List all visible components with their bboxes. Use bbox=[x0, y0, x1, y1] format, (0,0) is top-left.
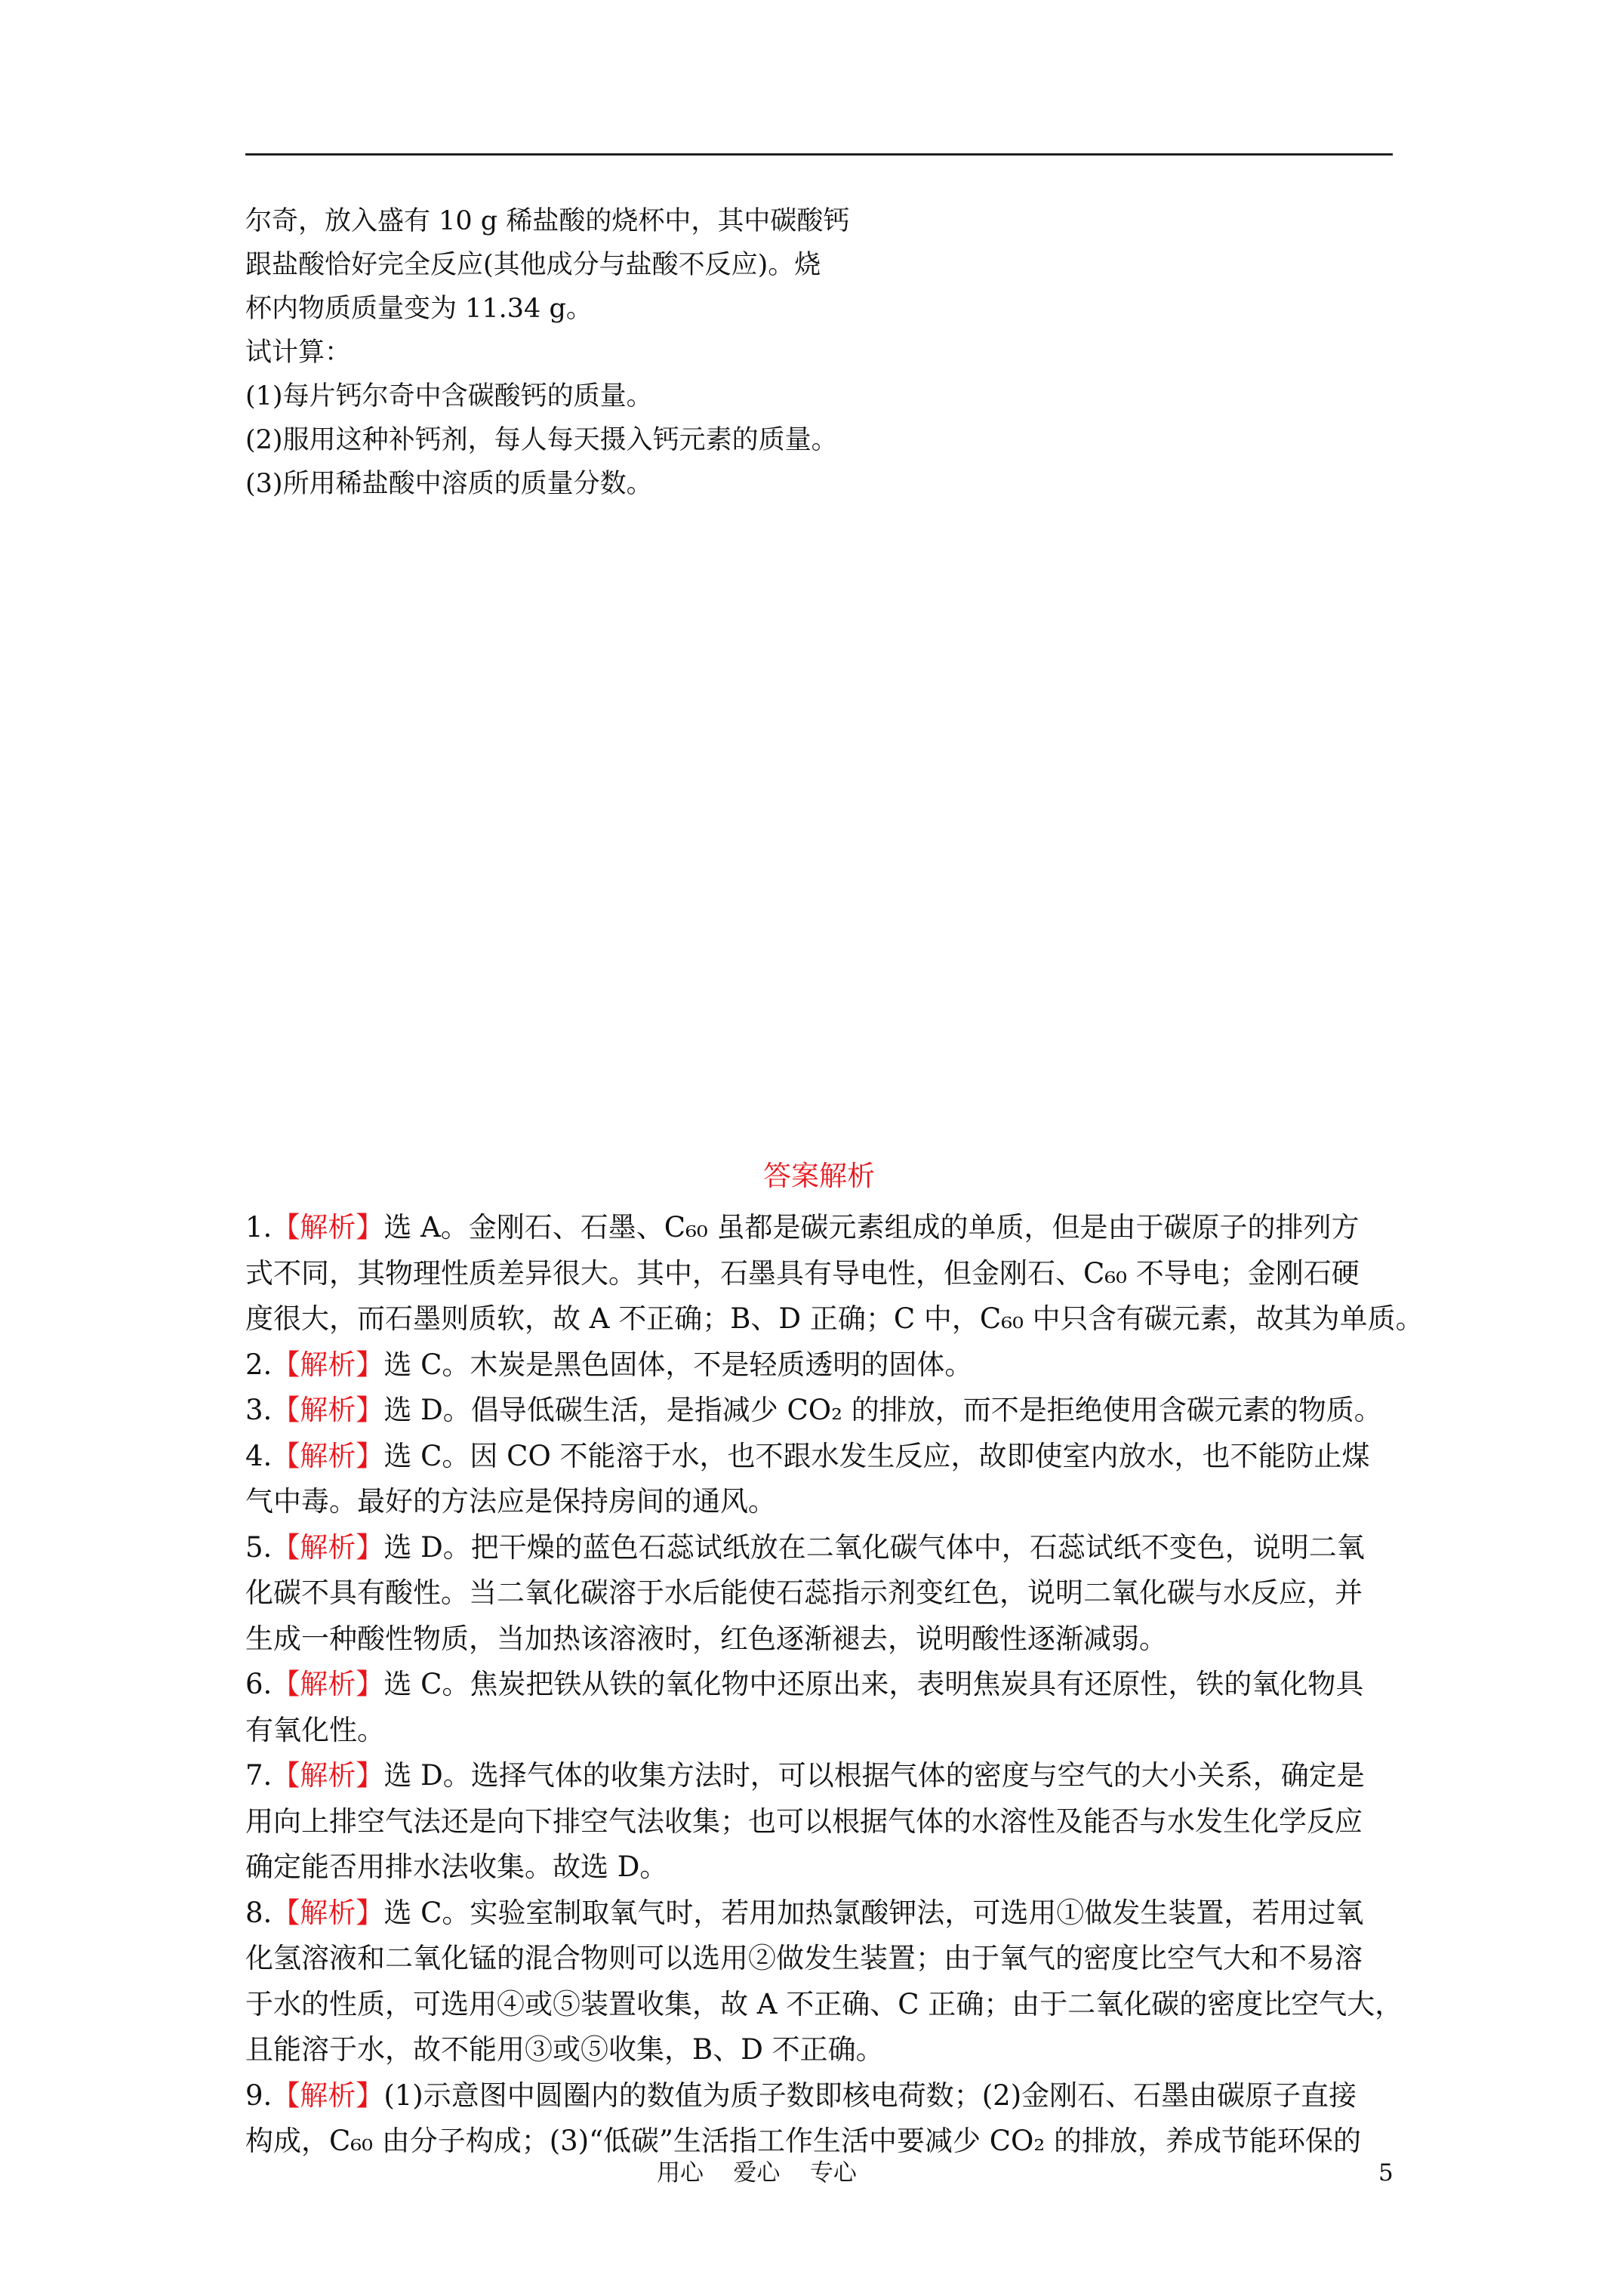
answer-text: 选 C。因 CO 不能溶于水，也不跟水发生反应，故即使室内放水，也不能防止煤 bbox=[383, 1439, 1370, 1472]
answer-line bbox=[245, 1845, 1393, 1891]
answer-line bbox=[245, 2027, 1393, 2073]
answer-line bbox=[245, 1570, 1393, 1616]
question-line: (3)所用稀盐酸中溶质的质量分数。 bbox=[245, 469, 653, 499]
answer-text: 化氢溶液和二氧化锰的混合物则可以选用②做发生装置；由于氧气的密度比空气大和不易溶 bbox=[245, 1942, 1363, 1974]
page-number: 5 bbox=[1378, 2159, 1394, 2187]
footer-motto: 用心 爱心 专心 bbox=[657, 2159, 857, 2187]
answer-text: 化碳不具有酸性。当二氧化碳溶于水后能使石蕊指示剂变红色，说明二氧化碳与水反应，并 bbox=[245, 1576, 1363, 1609]
answer-line bbox=[245, 1434, 1393, 1480]
answer-text: 选 A。金刚石、石墨、C₆₀ 虽都是碳元素组成的单质，但是由于碳原子的排列方 bbox=[383, 1211, 1360, 1244]
answer-text: 构成，C₆₀ 由分子构成；(3)“低碳”生活指工作生活中要减少 CO₂ 的排放，养成节能环保的 bbox=[245, 2125, 1361, 2157]
question-line: 杯内物质质量变为 11.34 g。 bbox=[245, 294, 593, 324]
answer-number: 6. bbox=[245, 1668, 273, 1700]
answer-number: 5. bbox=[245, 1530, 273, 1564]
analysis-tag: 【解析】 bbox=[272, 1759, 384, 1792]
answer-number: 8. bbox=[245, 1896, 273, 1929]
answer-line bbox=[245, 1342, 1393, 1388]
answer-line bbox=[245, 1708, 1393, 1754]
answer-number: 2. bbox=[245, 1348, 273, 1381]
answer-number: 4. bbox=[245, 1439, 273, 1472]
answer-line bbox=[245, 1205, 1393, 1251]
analysis-tag: 【解析】 bbox=[272, 1211, 384, 1244]
answer-text: 选 D。倡导低碳生活，是指减少 CO₂ 的排放，而不是拒绝使用含碳元素的物质。 bbox=[383, 1394, 1382, 1426]
question-line: 跟盐酸恰好完全反应(其他成分与盐酸不反应)。烧 bbox=[245, 250, 821, 280]
analysis-tag: 【解析】 bbox=[272, 1348, 384, 1381]
answer-text: 选 D。选择气体的收集方法时，可以根据气体的密度与空气的大小关系，确定是 bbox=[383, 1759, 1365, 1792]
answer-line bbox=[245, 1891, 1393, 1937]
answer-text: 选 C。木炭是黑色固体，不是轻质透明的固体。 bbox=[383, 1348, 973, 1381]
answer-line bbox=[245, 1662, 1393, 1708]
answer-text: (1)示意图中圆圈内的数值为质子数即核电荷数；(2)金刚石、石墨由碳原子直接 bbox=[383, 2079, 1357, 2112]
answer-text: 用向上排空气法还是向下排空气法收集；也可以根据气体的水溶性及能否与水发生化学反应 bbox=[245, 1804, 1363, 1838]
answer-line bbox=[245, 1479, 1393, 1525]
answer-text: 选 D。把干燥的蓝色石蕊试纸放在二氧化碳气体中，石蕊试纸不变色，说明二氧 bbox=[383, 1530, 1365, 1564]
answer-number: 7. bbox=[245, 1759, 273, 1792]
analysis-tag: 【解析】 bbox=[272, 1530, 384, 1564]
analysis-tag: 【解析】 bbox=[272, 1439, 384, 1472]
answer-number: 9. bbox=[245, 2079, 273, 2112]
answer-text: 度很大，而石墨则质软，故 A 不正确；B、D 正确；C 中，C₆₀ 中只含有碳元素，故其为单质。 bbox=[245, 1302, 1424, 1335]
answer-number: 1. bbox=[245, 1211, 273, 1244]
answer-line bbox=[245, 1616, 1393, 1663]
analysis-tag: 【解析】 bbox=[272, 1896, 384, 1929]
answer-text: 确定能否用排水法收集。故选 D。 bbox=[245, 1851, 668, 1883]
answer-text: 选 C。实验室制取氧气时，若用加热氯酸钾法，可选用①做发生装置，若用过氧 bbox=[383, 1896, 1364, 1929]
answer-line bbox=[245, 2073, 1393, 2119]
answer-text: 于水的性质，可选用④或⑤装置收集，故 A 不正确、C 正确；由于二氧化碳的密度比空气大， bbox=[245, 1987, 1403, 2020]
answer-line bbox=[245, 1388, 1393, 1434]
analysis-tag: 【解析】 bbox=[272, 1394, 384, 1426]
header-rule bbox=[245, 153, 1393, 156]
question-line: 尔奇，放入盛有 10 g 稀盐酸的烧杯中，其中碳酸钙 bbox=[245, 206, 850, 236]
answer-text: 生成一种酸性物质，当加热该溶液时，红色逐渐褪去，说明酸性逐渐减弱。 bbox=[245, 1622, 1167, 1655]
answer-line bbox=[245, 1525, 1393, 1571]
question-line: 试计算： bbox=[245, 337, 352, 368]
answer-line bbox=[245, 1753, 1393, 1799]
question-line: (2)服用这种补钙剂，每人每天摄入钙元素的质量。 bbox=[245, 425, 838, 455]
answer-line bbox=[245, 1982, 1403, 2028]
answer-section-title: 答案解析 bbox=[763, 1160, 875, 1192]
question-line: (1)每片钙尔奇中含碳酸钙的质量。 bbox=[245, 381, 653, 411]
answer-line bbox=[245, 1799, 1393, 1845]
answer-text: 式不同，其物理性质差异很大。其中，石墨具有导电性，但金刚石、C₆₀ 不导电；金刚石硬 bbox=[245, 1256, 1360, 1290]
answer-line bbox=[245, 1936, 1393, 1982]
question-block bbox=[245, 199, 1393, 506]
answer-number: 3. bbox=[245, 1394, 273, 1426]
answer-text: 有氧化性。 bbox=[245, 1713, 385, 1746]
analysis-tag: 【解析】 bbox=[272, 2079, 384, 2112]
analysis-tag: 【解析】 bbox=[272, 1668, 384, 1700]
answer-line bbox=[245, 1296, 1424, 1342]
answer-line bbox=[245, 1251, 1393, 1297]
answer-text: 选 C。焦炭把铁从铁的氧化物中还原出来，表明焦炭具有还原性，铁的氧化物具 bbox=[383, 1668, 1364, 1700]
answer-text: 且能溶于水，故不能用③或⑤收集，B、D 不正确。 bbox=[245, 2033, 884, 2066]
answer-list bbox=[245, 1205, 1424, 2165]
answer-text: 气中毒。最好的方法应是保持房间的通风。 bbox=[245, 1485, 776, 1518]
